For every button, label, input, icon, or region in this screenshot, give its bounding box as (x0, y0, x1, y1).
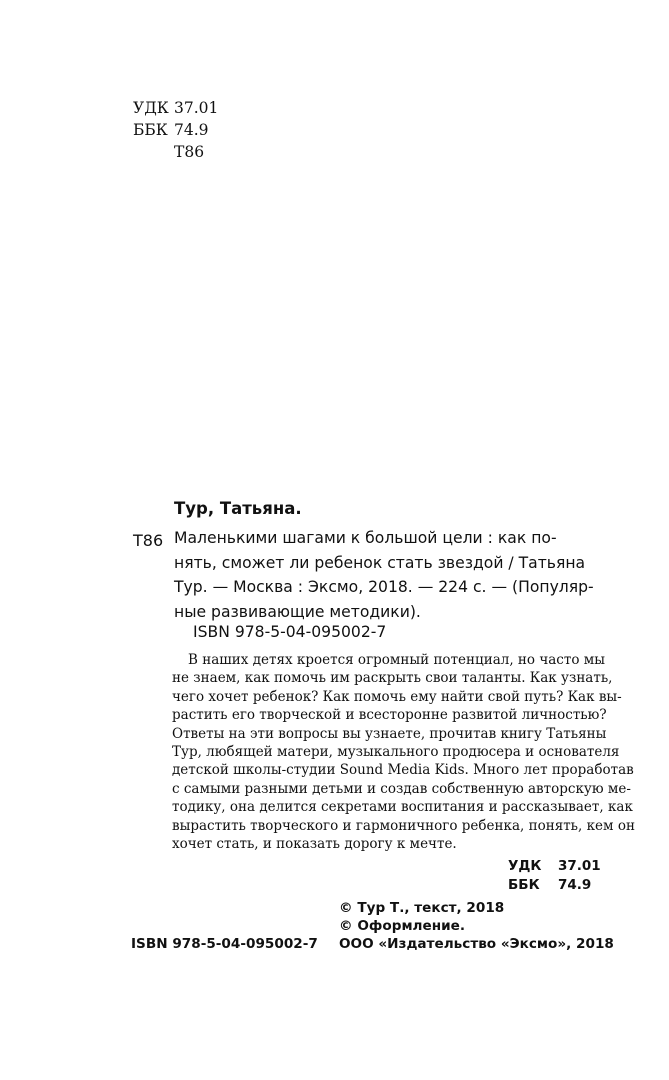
annotation-line: Ответы на эти вопросы вы узнаете, прочитав книгу Татьяны (172, 725, 607, 742)
annotation-line: хочет стать, и показать дорогу к мечте. (172, 836, 457, 853)
annotation-line: детской школы-студии Sound Media Kids. Много лет проработав (172, 762, 634, 779)
annotation-line: не знаем, как помочь им раскрыть свои таланты. Как узнать, (172, 670, 613, 687)
annotation-line: В наших детях кроется огромный потенциал, но часто мы (188, 652, 605, 668)
record-line: нять, сможет ли ребенок стать звездой / Татьяна (174, 553, 586, 572)
copyright-publisher: ООО «Издательство «Эксмо», 2018 (339, 936, 614, 952)
record-line: Тур. — Москва : Эксмо, 2018. — 224 с. — (Популяр- (174, 578, 594, 596)
isbn-bottom: ISBN 978-5-04-095002-7 (131, 936, 318, 952)
bbk-value: 74.9 (174, 121, 209, 139)
udk-value: 37.01 (174, 99, 219, 117)
annotation-line: растить его творческой и всесторонне развитой личностью? (172, 707, 607, 724)
record-isbn: ISBN 978-5-04-095002-7 (193, 623, 387, 641)
annotation (172, 651, 635, 853)
copyright-design: © Оформление. (339, 918, 466, 934)
udk-label: УДК (508, 858, 542, 874)
annotation-line: Тур, любящей матери, музыкального продюсера и основателя (172, 744, 620, 761)
annotation-line: тодику, она делится секретами воспитания и рассказывает, как (172, 799, 633, 816)
record-author: Тур, Татьяна. (174, 499, 302, 518)
udk-label: УДК (133, 99, 169, 117)
annotation-line: с самыми разными детьми и создав собственную авторскую ме- (172, 780, 631, 797)
bbk-line (508, 877, 598, 893)
bbk-label: ББК (508, 877, 540, 893)
annotation-line: вырастить творческого и гармоничного ребенка, понять, кем он (172, 817, 635, 834)
annotation-line: чего хочет ребенок? Как помочь ему найти свой путь? Как вы- (172, 688, 622, 705)
udk-line (508, 858, 601, 874)
record-line: Маленькими шагами к большой цели : как по- (174, 529, 557, 547)
cutter-number: Т86 (174, 143, 205, 161)
record-description (174, 526, 594, 624)
record-cutter: Т86 (133, 531, 164, 550)
udk-value: 37.01 (558, 858, 601, 874)
record-line: ные развивающие методики). (174, 602, 421, 621)
bbk-value: 74.9 (558, 877, 592, 893)
bbk-label: ББК (133, 121, 168, 139)
copyright-text: © Тур Т., текст, 2018 (339, 900, 505, 916)
